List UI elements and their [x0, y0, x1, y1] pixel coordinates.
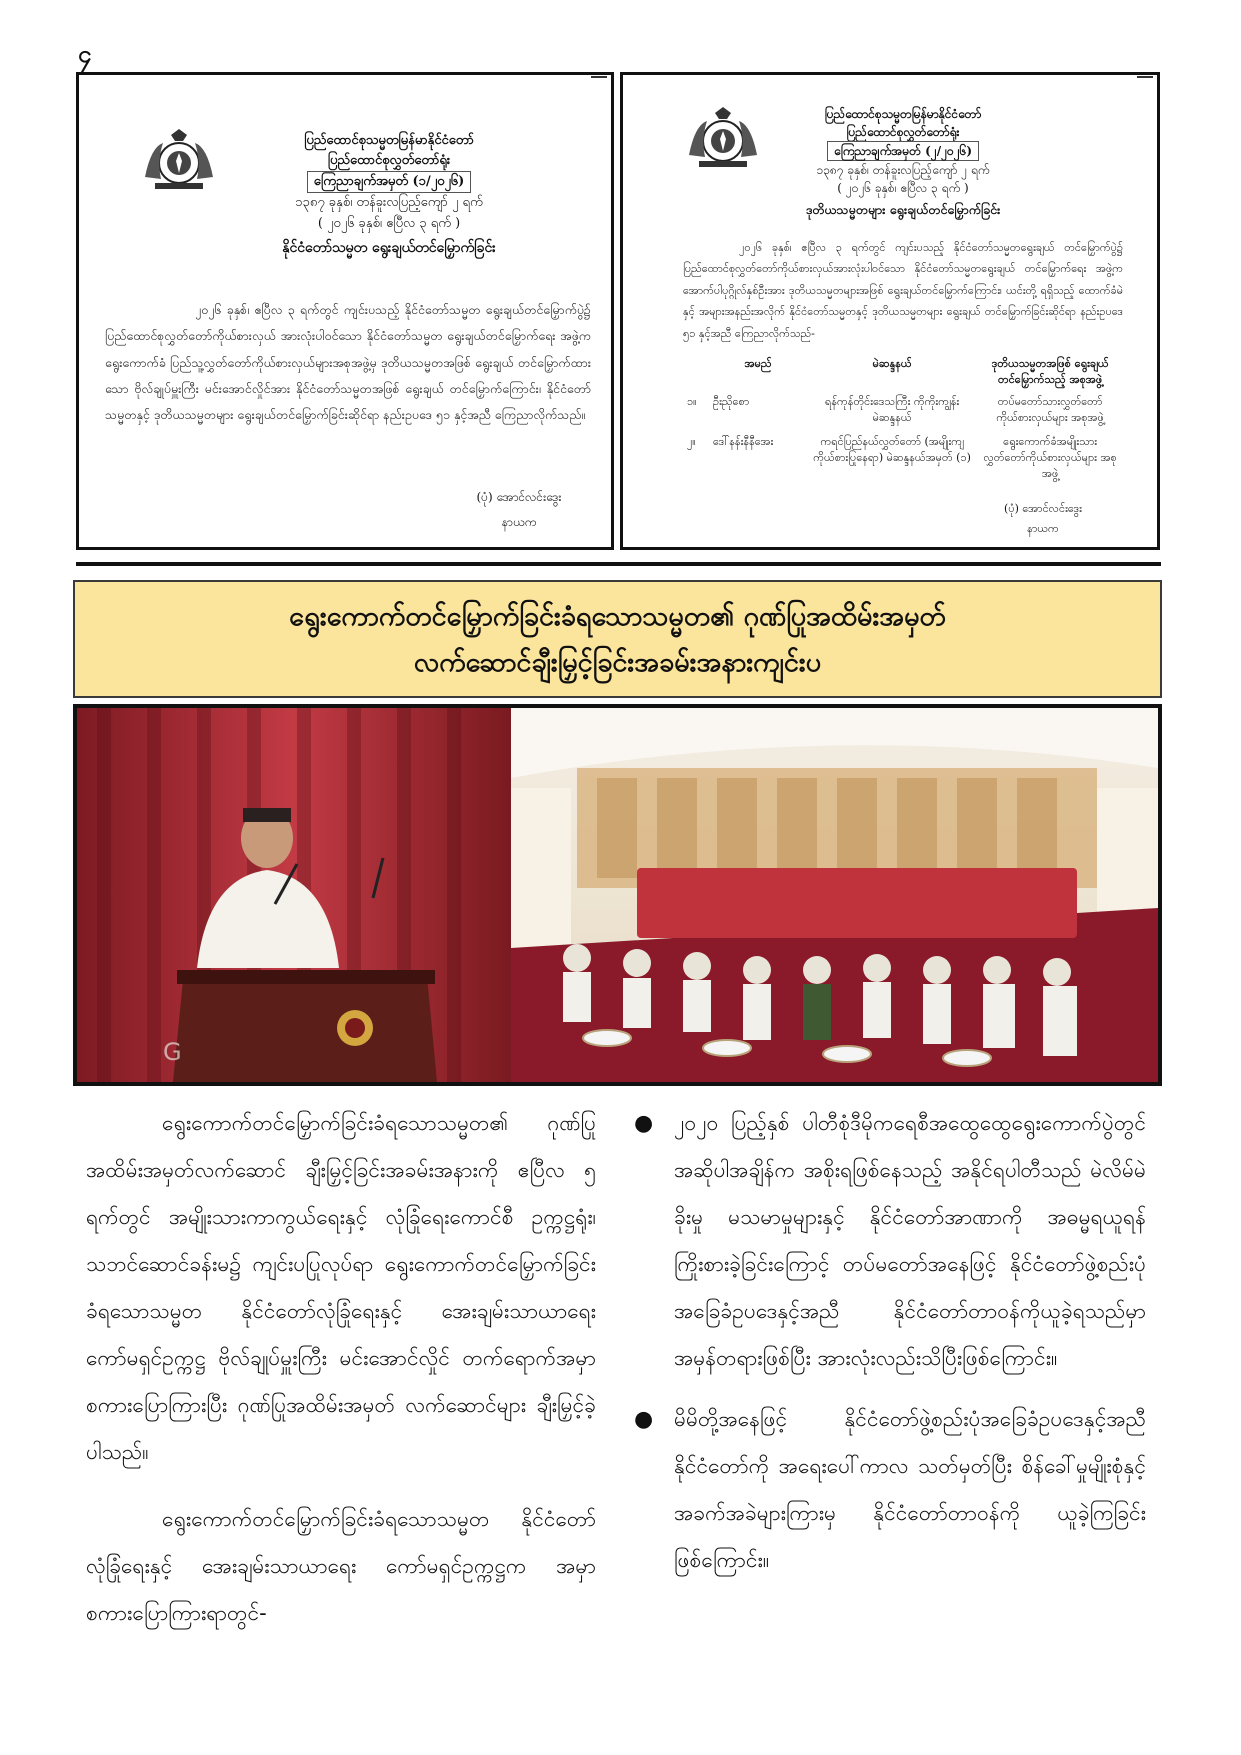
- notice-1: [76, 72, 614, 550]
- table-header-constituency: မဲဆန္ဒနယ်: [872, 357, 912, 370]
- row-name: ဒေါ်နန်းနီနီအေး: [713, 435, 774, 448]
- event-photo-illustration: [77, 708, 1158, 1082]
- notice-title: နိုင်ငံတော်သမ္မတ ရွေးချယ်တင်မြှောက်ခြင်း: [282, 239, 496, 256]
- notice-body-text: ၂၀၂၆ ခုနှစ်၊ ဧပြီလ ၃ ရက်တွင် ကျင်းပသည့် နိုင်ငံတော်သမ္မတ ရွေးချယ်တင်မြှောက်ပွဲ၌ ပြည်ထောင်စုလွှတ်တော်ကိုယ်စားလှယ် အားလုံးပါဝင်သော နိုင်ငံတော်သမ္မတ ရွေးချယ်တင်မြှောက်ရေး အဖွဲ့က ရွေးကောက်ခံ ပြည်သူ့လွှတ်တော်ကိုယ်စားလှယ်များအစုအဖွဲ့မှ ဒုတိယသမ္မတအဖြစ် ရွေးချယ် တင်မြှောက်ထားသော ဗိုလ်ချုပ်မှူးကြီး မင်းအောင်လှိုင်အား နိုင်ငံတော်သမ္မတအဖြစ် ရွေးချယ် တင်မြှောက်ကြောင်း၊ နိုင်ငံတော်သမ္မတနှင့် ဒုတိယသမ္မတများ ရွေးချယ်တင်မြှောက်ခြင်းဆိုင်ရာ နည်းဥပဒေ ၅၁ နှင့်အညီ ကြေညာလိုက်သည်။: [105, 302, 591, 422]
- article-left-column: [86, 1100, 596, 1657]
- corner-mark: [1137, 76, 1153, 78]
- bullet-text: ၂၀၂၀ ပြည့်နှစ် ပါတီစုံဒီမိုကရေစီအထွေထွေရွေးကောက်ပွဲတွင် အဆိုပါအချိန်က အစိုးရဖြစ်နေသည့် အနိုင်ရပါတီသည် မဲလိမ်မဲခိုးမှု မသမာမှုများနှင့် နိုင်ငံတော်အာဏာကို အဓမ္မရယူရန် ကြိုးစားခဲ့ခြင်းကြောင့် တပ်မတော်အနေဖြင့် နိုင်ငံတော်ဖွဲ့စည်းပုံအခြေခံဥပဒေနှင့်အညီ နိုင်ငံတော်တာဝန်ကိုယူခဲ့ရသည်မှာ အမှန်တရားဖြစ်ပြီး အားလုံးလည်းသိပြီးဖြစ်ကြောင်း။: [674, 1111, 1146, 1370]
- notice-number: ကြေညာချက်အမှတ် (၂/၂၀၂၆): [827, 141, 979, 161]
- country-name: ပြည်ထောင်စုသမ္မတမြန်မာနိုင်ငံတော်: [304, 133, 474, 148]
- row-name: ဦးညိုစော: [713, 395, 750, 408]
- headline-line-2: လက်ဆောင်ချီးမြှင့်ခြင်းအခမ်းအနားကျင်းပ: [413, 647, 822, 678]
- country-name: ပြည်ထောင်စုသမ္မတမြန်မာနိုင်ငံတော်: [824, 107, 982, 121]
- table-header-group: ဒုတိယသမ္မတအဖြစ် ရွေးချယ် တင်မြှောက်သည့် အစုအဖွဲ့: [991, 357, 1109, 386]
- office-name: ပြည်ထောင်စုလွှတ်တော်ရုံး: [846, 125, 960, 139]
- notice-number: ကြေညာချက်အမှတ် (၁/၂၀၂၆): [307, 171, 472, 193]
- bullet-item: [632, 1100, 1146, 1382]
- date-gregorian: ( ၂၀၂၆ ခုနှစ်၊ ဧပြီလ ၃ ရက် ): [837, 181, 969, 195]
- headline-line-1: ရွေးကောက်တင်မြှောက်ခြင်းခံရသောသမ္မတ၏ ဂုဏ်ပြုအထိမ်းအမှတ်: [289, 601, 946, 632]
- page-number: ၄: [78, 40, 92, 68]
- row-group: တပ်မတော်သားလွှတ်တော် ကိုယ်စားလှယ်များ အစုအဖွဲ့: [996, 395, 1104, 424]
- event-photo: [73, 704, 1162, 1086]
- date-myanmar: ၁၃၈၇ ခုနှစ်၊ တန်ခူးလပြည့်ကျော် ၂ ရက်: [816, 163, 990, 177]
- svg-text:G: G: [163, 1038, 182, 1066]
- row-group: ရွေးကောက်ခံအမျိုးသား လွှတ်တော်ကိုယ်စားလှယ်များ အစုအဖွဲ့: [983, 435, 1117, 480]
- bullet-icon: ●: [634, 1111, 654, 1136]
- notice-title: ဒုတိယသမ္မတများ ရွေးချယ်တင်မြှောက်ခြင်း: [805, 202, 1001, 217]
- article-paragraph: [86, 1100, 596, 1476]
- audience-scene: [511, 708, 1158, 1082]
- signature-title: နာယက: [501, 515, 537, 530]
- bullet-icon: ●: [634, 1407, 654, 1432]
- signature-name: (ပုံ) အောင်လင်းဒွေး: [476, 490, 562, 504]
- row-number: ၁။: [687, 395, 697, 408]
- signature: [973, 499, 1113, 539]
- signature: [449, 485, 589, 535]
- notice-body: [683, 237, 1123, 344]
- notice-header: [239, 131, 539, 259]
- corner-mark: [591, 76, 607, 78]
- headline-banner: [73, 580, 1162, 698]
- speaker-scene: [77, 708, 511, 1082]
- table-row: [683, 391, 1123, 431]
- article-paragraph-text: ရွေးကောက်တင်မြှောက်ခြင်းခံရသောသမ္မတ နိုင်ငံတော်လုံခြုံရေးနှင့် အေးချမ်းသာယာရေး ကော်မရှင်ဥက္ကဋ္ဌက အမှာစကားပြောကြားရာတွင်-: [86, 1507, 596, 1625]
- bullet-text: မိမိတို့အနေဖြင့် နိုင်ငံတော်ဖွဲ့စည်းပုံအခြေခံဥပဒေနှင့်အညီ နိုင်ငံတော်ကို အရေးပေါ်ကာလ သတ်မှတ်ပြီး စိန်ခေါ်မှုမျိုးစုံနှင့် အခက်အခဲများကြားမှ နိုင်ငံတော်တာဝန်ကို ယူခဲ့ကြခြင်းဖြစ်ကြောင်း။: [674, 1407, 1146, 1572]
- table-header-name: အမည်: [744, 357, 772, 370]
- date-gregorian: ( ၂၀၂၆ ခုနှစ်၊ ဧပြီလ ၃ ရက် ): [317, 215, 461, 231]
- row-number: ၂။: [687, 435, 696, 448]
- office-name: ပြည်ထောင်စုလွှတ်တော်ရုံး: [327, 153, 451, 169]
- notice-header: [743, 105, 1063, 220]
- vice-president-table: [683, 355, 1123, 487]
- bullet-item: [632, 1396, 1146, 1584]
- notice-body-text: ၂၀၂၆ ခုနှစ်၊ ဧပြီလ ၃ ရက်တွင် ကျင်းပသည့် နိုင်ငံတော်သမ္မတရွေးချယ် တင်မြှောက်ပွဲ၌ ပြည်ထောင်စုလွှတ်တော်ကိုယ်စားလှယ်အားလုံးပါဝင်သော နိုင်ငံတော်သမ္မတရွေးချယ် တင်မြှောက်ရေး အဖွဲ့က အောက်ပါပုဂ္ဂိုလ်နှစ်ဦးအား ဒုတိယသမ္မတများအဖြစ် ရွေးချယ်တင်မြှောက်ကြောင်း၊ ယင်းတို့ ရရှိသည့် ထောက်ခံမဲနှင့် အများအနည်းအလိုက် နိုင်ငံတော်သမ္မတနှင့် ဒုတိယသမ္မတများ ရွေးချယ် တင်မြှောက်ခြင်းဆိုင်ရာ နည်းဥပဒေ ၅၁ နှင့်အညီ ကြေညာလိုက်သည်-: [683, 241, 1123, 340]
- date-myanmar: ၁၃၈၇ ခုနှစ်၊ တန်ခူးလပြည့်ကျော် ၂ ရက်: [295, 195, 483, 211]
- article-paragraph: [86, 1496, 596, 1637]
- signature-title: နာယက: [1027, 521, 1059, 535]
- row-constituency: ကရင်ပြည်နယ်လွှတ်တော် (အမျိုးကျကိုယ်စားပြုနေရာ) မဲဆန္ဒနယ်အမှတ် (၁): [813, 435, 971, 464]
- row-constituency: ရန်ကုန်တိုင်းဒေသကြီး ကိုကိုးကျွန်းမဲဆန္ဒနယ်: [825, 395, 960, 424]
- section-divider: [76, 562, 1161, 566]
- article-right-column: [632, 1100, 1146, 1598]
- notice-2: [620, 72, 1160, 550]
- state-emblem-icon: [141, 127, 217, 193]
- notice-body: [105, 297, 591, 428]
- article-paragraph-text: ရွေးကောက်တင်မြှောက်ခြင်းခံရသောသမ္မတ၏ ဂုဏ်ပြုအထိမ်းအမှတ်လက်ဆောင် ချီးမြှင့်ခြင်းအခမ်းအနားကို ဧပြီလ ၅ ရက်တွင် အမျိုးသားကာကွယ်ရေးနှင့် လုံခြုံရေးကောင်စီ ဥက္ကဋ္ဌရုံး၊ သဘင်ဆောင်ခန်းမ၌ ကျင်းပပြုလုပ်ရာ ရွေးကောက်တင်မြှောက်ခြင်းခံရသောသမ္မတ နိုင်ငံတော်လုံခြုံရေးနှင့် အေးချမ်းသာယာရေးကော်မရှင်ဥက္ကဋ္ဌ ဗိုလ်ချုပ်မှူးကြီး မင်းအောင်လှိုင် တက်ရောက်အမှာစကားပြောကြားပြီး ဂုဏ်ပြုအထိမ်းအမှတ် လက်ဆောင်များ ချီးမြှင့်ခဲ့ပါသည်။: [86, 1111, 596, 1464]
- signature-name: (ပုံ) အောင်လင်းဒွေး: [1004, 502, 1082, 515]
- table-row: [683, 431, 1123, 487]
